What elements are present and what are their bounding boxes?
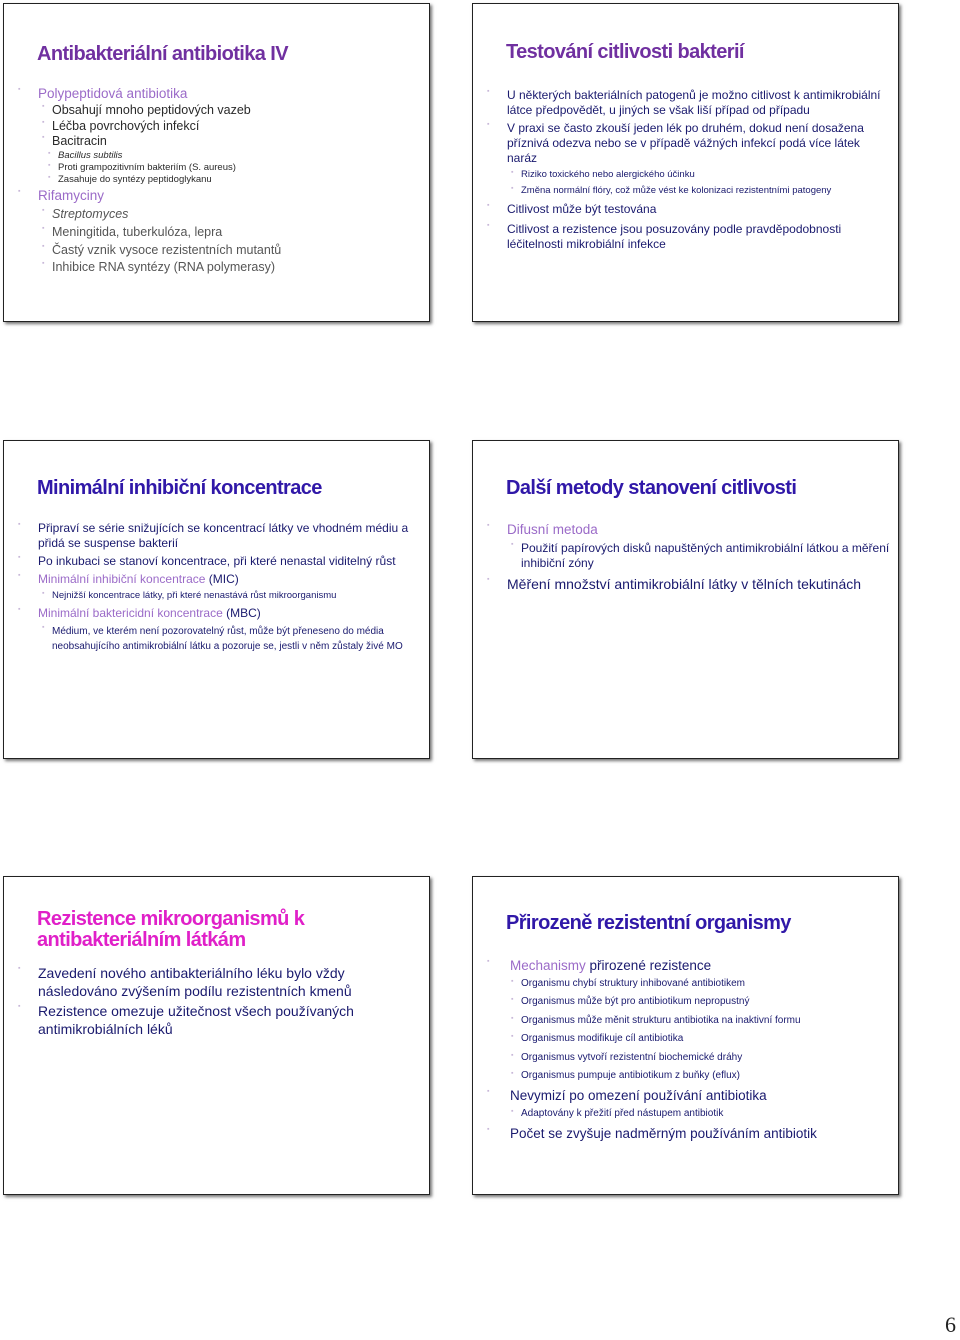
slide-prirozene-rezistentni	[472, 876, 899, 1195]
bullet-l1: ▪ Polypeptidová antibiotika	[18, 86, 188, 101]
bullet-l1: ▪ Rezistence omezuje užitečnost všech používaných antimikrobiálních léků	[18, 1003, 354, 1037]
bullet-l2: ▪ Organismu chybí struktury inhibované antibiotikem	[511, 977, 745, 989]
slide-body	[487, 958, 890, 1143]
bullet-l3: ▪ Zasahuje do syntézy peptidoglykanu	[48, 173, 212, 185]
bullet-l1: ▪ Nevymizí po omezení používání antibiotika	[487, 1087, 767, 1103]
bullet-l1: ▪ U některých bakteriálních patogenů je možno citlivost k antimikrobiální látce předpovědět, u jiných se však liší případ od případu	[487, 88, 881, 117]
slide-body	[18, 521, 421, 655]
slide-rezistence-mikroorganismu	[3, 876, 430, 1195]
bullet-l2: ▪ Organismus modifikuje cíl antibiotika	[511, 1033, 684, 1045]
slide-body	[487, 522, 890, 593]
bullet-l1: ▪ V praxi se často zkouší jeden lék po druhém, dokud není dosažena příznivá odezva nebo se v případě vážných infekcí podá více látek naráz	[487, 121, 864, 165]
slide-body	[18, 86, 421, 276]
bullet-l2: ▪ Meningitida, tuberkulóza, lepra	[42, 224, 223, 239]
bullet-l1: ▪ Minimální baktericidní koncentrace (MBC)	[18, 605, 261, 620]
bullet-l1: ▪ Zavedení nového antibakteriálního léku bylo vždy následováno zvýšením podílu rezistentních kmenů	[18, 965, 352, 999]
slide-title: Další metody stanovení citlivosti	[506, 477, 797, 499]
page-number: 6	[945, 1312, 956, 1337]
bullet-l2: ▪ Inhibice RNA syntézy (RNA polymerasy)	[42, 260, 275, 275]
bullet-l1: ▪ Měření množství antimikrobiální látky v tělních tekutinách	[487, 575, 862, 592]
bullet-l2: ▪ Adaptovány k přežití před nástupem antibiotik	[511, 1107, 724, 1119]
bullet-l2: ▪ Léčba povrchových infekcí	[42, 118, 200, 133]
bullet-l2: ▪ Nejnižší koncentrace látky, při které nenastává růst mikroorganismu	[42, 590, 337, 601]
bullet-l1: ▪ Počet se zvyšuje nadměrným používáním antibiotik	[487, 1126, 817, 1142]
slide-antibakterialni-antibiotika	[3, 3, 430, 322]
bullet-l2: ▪ Streptomyces	[42, 207, 129, 222]
bullet-l1: ▪ Citlivost a rezistence jsou posuzovány podle pravděpodobnosti léčitelnosti mikrobiální infekce	[487, 221, 842, 251]
bullet-l1: ▪ Připraví se série snižujících se koncentrací látky ve vhodném médiu a přidá se suspense bakterií	[18, 521, 409, 550]
bullet-l2: ▪ Médium, ve kterém není pozorovatelný růst, může být přeneseno do média neobsahujícího antimikrobiální látku a pozoruje se, jestli v něm zůstaly živé MO	[42, 623, 403, 653]
bullet-l1: ▪ Mechanismy přirozené rezistence	[487, 958, 712, 973]
bullet-l3: ▪ Proti grampozitivním bakteriím (S. aureus)	[48, 161, 236, 173]
bullet-l1: ▪ Po inkubaci se stanoví koncentrace, při které nenastal viditelný růst	[18, 554, 396, 568]
slide-testovani-citlivosti	[472, 3, 899, 322]
bullet-l2: ▪ Organismus vytvoří rezistentní biochemické dráhy	[511, 1051, 743, 1063]
slide-title: Rezistence mikroorganismů k antibakteriálním látkám	[37, 908, 305, 951]
bullet-l2: ▪ Změna normální flóry, což může vést ke kolonizaci rezistentními patogeny	[511, 184, 832, 196]
bullet-l3: ▪ Bacillus subtilis	[48, 149, 123, 161]
slide-dalsi-metody	[472, 440, 899, 759]
slide-title: Minimální inhibiční koncentrace	[37, 477, 322, 499]
bullet-l2: ▪ Organismus pumpuje antibiotikum z buňky (eflux)	[511, 1070, 740, 1082]
bullet-l2: ▪ Bacitracin	[42, 134, 107, 149]
slide-title: Antibakteriální antibiotika IV	[37, 43, 288, 65]
slide-title: Přirozeně rezistentní organismy	[506, 912, 791, 934]
slide-body	[487, 88, 890, 252]
bullet-l1: ▪ Difusní metoda	[487, 522, 598, 537]
bullet-l1: ▪ Citlivost může být testována	[487, 201, 657, 216]
bullet-l1: ▪ Rifamyciny	[18, 188, 105, 204]
bullet-l2: ▪ Obsahují mnoho peptidových vazeb	[42, 102, 251, 117]
bullet-l2: ▪ Organismus může být pro antibiotikum nepropustný	[511, 996, 750, 1008]
bullet-l1: ▪ Minimální inhibiční koncentrace (MIC)	[18, 572, 239, 586]
bullet-l2: ▪ Použití papírových disků napuštěných antimikrobiální látkou a měření inhibiční zóny	[511, 540, 890, 570]
slide-minimalni-inhibicni-koncentrace	[3, 440, 430, 759]
bullet-l2: ▪ Častý vznik vysoce rezistentních mutantů	[42, 242, 282, 257]
slide-title: Testování citlivosti bakterií	[506, 41, 744, 63]
bullet-l2: ▪ Riziko toxického nebo alergického účinku	[511, 169, 695, 180]
bullet-l2: ▪ Organismus může měnit strukturu antibiotika na inaktivní formu	[511, 1014, 801, 1026]
slide-body	[18, 965, 421, 1038]
